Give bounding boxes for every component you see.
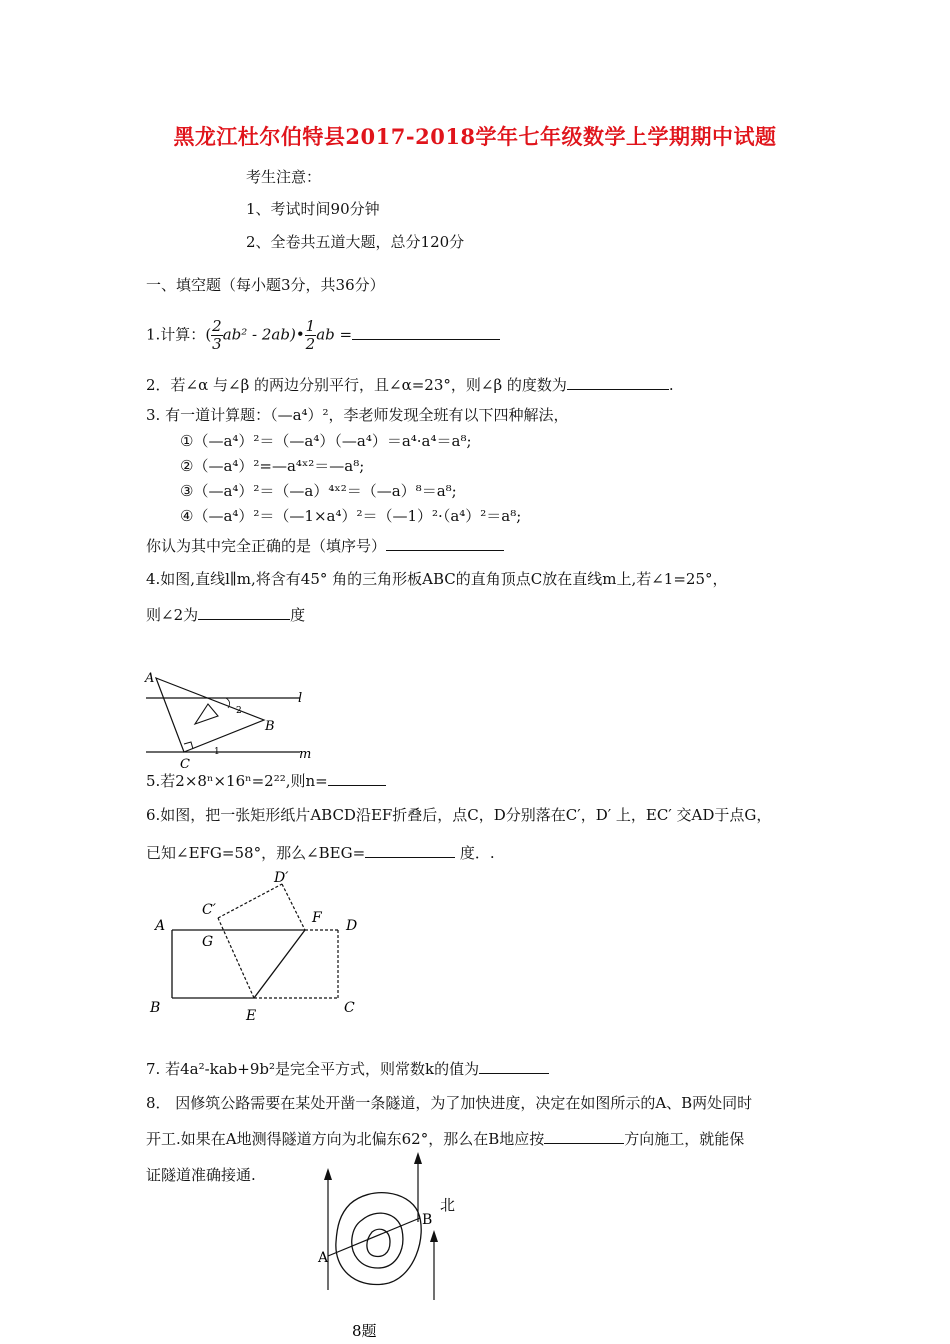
label-d: D [346, 918, 358, 934]
label-c: C [344, 1000, 355, 1016]
question-4-line: 则∠2为 度 [146, 606, 306, 624]
answer-blank[interactable] [386, 536, 504, 551]
question-3-ask: 你认为其中完全正确的是（填序号） [146, 535, 504, 556]
fold-line-ef [254, 930, 305, 998]
question-8-line: 开工.如果在A地测得隧道方向为北偏东62°，那么在B地应按 方向施工，就能保 [146, 1130, 745, 1148]
tunnel-figure [310, 1150, 480, 1344]
q1-expression: ab² - 2ab)• [222, 325, 305, 344]
question-6-line: 已知∠EFG=58°，那么∠BEG= 度．. [146, 844, 495, 862]
fraction: $\frac{1}{2}$ [305, 317, 316, 353]
answer-blank[interactable] [365, 843, 455, 858]
mountain-contour [336, 1193, 421, 1285]
fraction: $\frac{2}{3}$ [212, 317, 222, 353]
label-a: A [145, 671, 155, 686]
notice-heading: 考生注意： [246, 168, 322, 186]
label-f: F [312, 910, 322, 926]
answer-blank[interactable] [352, 325, 500, 340]
label-l: l [298, 691, 303, 706]
q1-prefix: 1.计算： [146, 325, 206, 344]
label-b: B [150, 1000, 161, 1016]
fold-figure [140, 862, 370, 1028]
answer-blank[interactable] [198, 605, 290, 620]
angle-1-label: 1 [214, 747, 220, 757]
label-d-prime: D′ [274, 870, 289, 886]
question-4-line: 4.如图,直线l∥m,将含有45° 角的三角形板ABC的直角顶点C放在直线m上,若∠1=25°， [146, 570, 728, 588]
method-1: ①（—a⁴）²＝（—a⁴）（—a⁴）＝a⁴·a⁴＝a⁸; [180, 432, 472, 450]
answer-blank[interactable] [479, 1059, 549, 1074]
label-e: E [246, 1008, 257, 1024]
notice-item: 2、全卷共五道大题，总分120分 [246, 233, 465, 251]
mountain-contour [367, 1229, 390, 1256]
question-3-stem: 3. 有一道计算题：（—a⁴）²，李老师发现全班有以下四种解法， [146, 406, 569, 424]
label-a: A [318, 1250, 329, 1266]
tunnel-line [328, 1218, 420, 1256]
section-heading: 一、填空题（每小题3分，共36分） [146, 276, 385, 294]
label-a: A [155, 918, 166, 934]
answer-blank[interactable] [567, 375, 669, 390]
question-5: 5.若2×8ⁿ×16ⁿ=2²²,则n= [146, 770, 386, 791]
question-2: 2．若∠α 与∠β 的两边分别平行，且∠α=23°，则∠β 的度数为 . [146, 376, 674, 394]
angle-2-label: 2 [236, 706, 242, 716]
label-g: G [202, 934, 214, 950]
method-3: ③（—a⁴）²＝（—a）⁴ˣ²＝（—a）⁸＝a⁸; [180, 482, 457, 500]
question-1: 1.计算：( $\frac{2}{3}$ ab² - 2ab)• $\frac{1}{2}$ ab = [146, 318, 500, 353]
right-angle-mark [184, 742, 193, 749]
label-b: B [422, 1212, 433, 1228]
answer-blank[interactable] [328, 771, 386, 786]
inner-triangle [195, 704, 218, 724]
question-8-line: 8． 因修筑公路需要在某处开凿一条隧道，为了加快进度，决定在如图所示的A、B两处同时 [146, 1094, 753, 1112]
q1-tail: ab = [316, 325, 353, 344]
page-title: 黑龙江杜尔伯特县2017-2018学年七年级数学上学期期中试题 [173, 124, 777, 149]
north-label: 北 [440, 1196, 456, 1214]
answer-blank[interactable] [544, 1129, 624, 1144]
method-4: ④（—a⁴）²＝（—1×a⁴）²＝（—1）²·（a⁴）²＝a⁸; [180, 507, 522, 525]
label-m: m [299, 747, 312, 762]
label-c-prime: C′ [202, 902, 216, 918]
question-8-line: 证隧道准确接通. [146, 1166, 256, 1184]
question-6-line: 6.如图，把一张矩形纸片ABCD沿EF折叠后，点C，D分别落在C′，D′ 上，EC′ 交AD于点G， [146, 806, 772, 824]
label-c: C [180, 757, 190, 772]
notice-item: 1、考试时间90分钟 [246, 200, 380, 218]
triangle-abc [156, 678, 264, 752]
triangle-figure [140, 664, 320, 772]
mountain-contour [352, 1213, 403, 1268]
label-b: B [265, 719, 275, 734]
question-7: 7. 若4a²-kab+9b²是完全平方式，则常数k的值为 [146, 1058, 549, 1079]
figure-caption: 8题 [352, 1322, 377, 1340]
method-2: ②（—a⁴）²=—a⁴ˣ²＝—a⁸; [180, 457, 365, 475]
